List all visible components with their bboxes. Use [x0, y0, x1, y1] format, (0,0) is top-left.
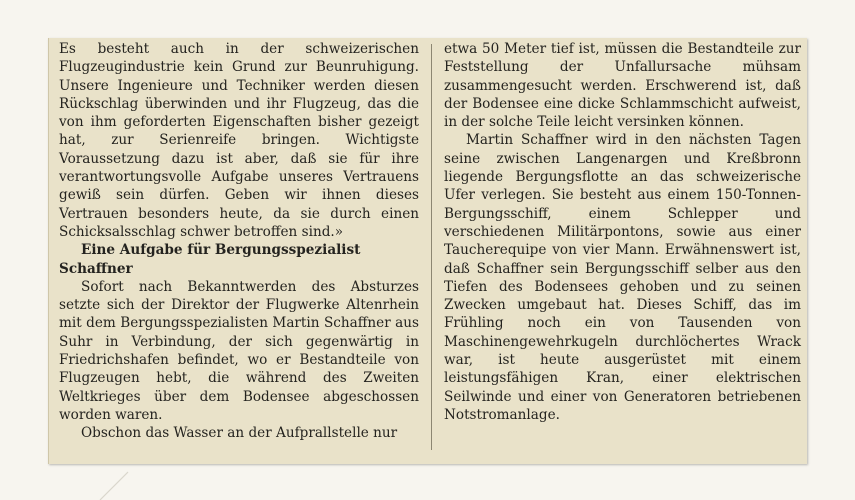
paragraph-continuation: etwa 50 Meter tief ist, müssen die Bestandteile zur Feststellung der Unfallursache mühsam zusammengesucht werden. Erschwerend ist, daß der Bodensee eine dicke Schlammschicht aufweist, in der solche Teile leicht versinken können. [444, 41, 801, 131]
paragraph-water: Obschon das Wasser an der Aufprallstelle nur [81, 425, 398, 442]
subheading: Eine Aufgabe für Bergungsspezialist Schaffner [59, 242, 361, 277]
column-divider [431, 44, 432, 450]
newspaper-clipping [48, 38, 807, 464]
paragraph-intro: Es besteht auch in der schweizerischen Flugzeugindustrie kein Grund zur Beunruhigung. Unsere Ingenieure und Techniker werden diesen Rückschlag überwinden und ihr Flugzeug, das die von ihm geforderten Eigenschaften bisher gezeigt hat, zur Serienreife bringen. Wichtigste Voraussetzung dazu ist aber, daß sie für ihre verantwortungsvolle Aufgabe unseres Vertrauens gewiß sein dürfen. Geben wir ihnen dieses Vertrauen besonders heute, da sie durch einen Schicksalsschlag schwer betroffen sind.» [59, 41, 419, 240]
paragraph-fleet: Martin Schaffner wird in den nächsten Tagen seine zwischen Langenargen und Kreßbronn liegende Bergungsflotte an das schweizerische Ufer verlegen. Sie besteht aus einem 150-Tonnen-Bergungsschiff, einem Schlepper und verschiedenen Militärpontons, sowie aus einer Taucherequipe von vier Mann. Erwähnenswert ist, daß Schaffner sein Bergungsschiff selber aus den Tiefen des Bodensees gehoben und zu seinen Zwecken umgebaut hat. Dieses Schiff, das im Frühling noch ein von Tausenden von Maschinengewehrkugeln durchlöchertes Wrack war, ist heute ausgerüstet mit einem leistungsfähigen Kran, einer elektrischen Seilwinde und einer von Generatoren betriebenen Notstromanlage. [444, 132, 801, 423]
paragraph-salvage: Sofort nach Bekanntwerden des Absturzes setzte sich der Direktor der Flugwerke Altenrhein mit dem Bergungsspezialisten Martin Schaffner aus Suhr in Verbindung, der sich gegenwärtig in Friedrichshafen befindet, wo er Bestandteile von Flugzeugen hebt, die während des Zweiten Weltkrieges über dem Bodensee abgeschossen worden waren. [59, 278, 419, 423]
left-column [59, 40, 419, 443]
right-column [444, 40, 801, 424]
